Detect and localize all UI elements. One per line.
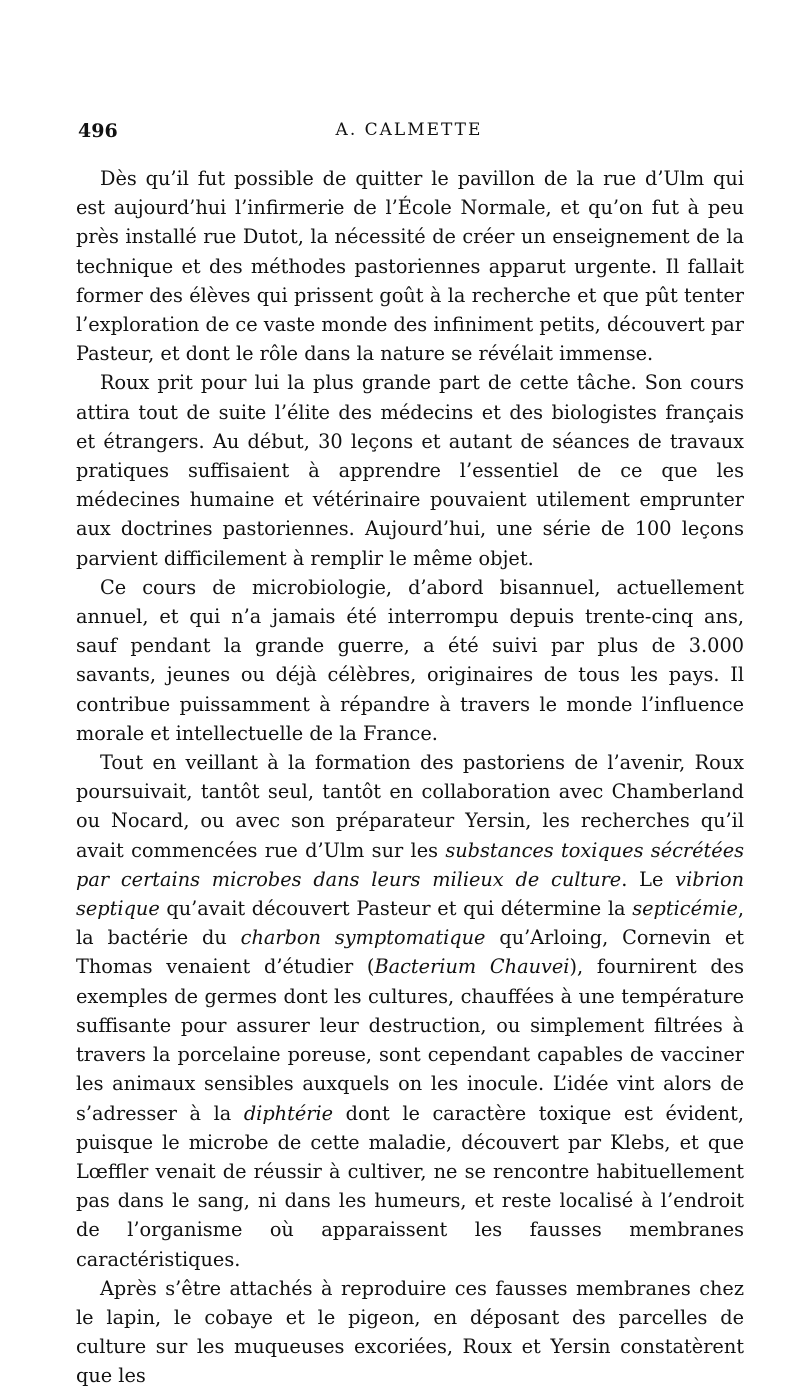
text-run: Ce cours de microbiologie, d’abord bisannuel, actuellement annuel, et qui n’a jamais été interrompu depuis trente-cinq ans, sauf pendant la grande guerre, a été suivi par plus de 3.000 savants, jeunes ou déjà célèbres, originaires de tous les pays. Il contribue puissamment à répandre à travers le monde l’influence morale et intellectuelle de la France. bbox=[76, 575, 744, 745]
italic-text: vibrion septique bbox=[76, 867, 744, 921]
text-run: qu’avait découvert Pasteur et qui détermine la bbox=[159, 897, 633, 921]
page-header bbox=[78, 120, 740, 150]
italic-text: charbon symptomatique bbox=[240, 926, 486, 950]
body-text bbox=[76, 164, 744, 1391]
text-run: Roux prit pour lui la plus grande part de cette tâche. Son cours attira tout de suite l’élite des médecins et des biologistes français et étrangers. Au début, 30 leçons et autant de séances de travaux pratiques suffisaient à apprendre l’essentiel de ce que les médecines humaine et vétérinaire pouvaient utilement emprunter aux doctrines pastoriennes. Aujourd’hui, une série de 100 leçons parvient difficilement à remplir le même objet. bbox=[76, 371, 744, 570]
italic-text: septicémie bbox=[632, 897, 738, 921]
text-run: qu’Arloing, Cornevin et Thomas venaient d’étudier ( bbox=[76, 926, 745, 979]
paragraph bbox=[76, 164, 744, 368]
paragraph bbox=[76, 748, 744, 1274]
text-run: Dès qu’il fut possible de quitter le pavillon de la rue d’Ulm qui est aujourd’hui l’infirmerie de l’École Normale, et qu’on fut à peu près installé rue Dutot, la nécessité de créer un enseignement de la technique et des méthodes pastoriennes apparut urgente. Il fallait former des élèves qui prissent goût à la recherche et que pût tenter l’exploration de ce vaste monde des infiniment petits, découvert par Pasteur, et dont le rôle dans la nature se révélait immense. bbox=[76, 167, 744, 366]
italic-text: diphtérie bbox=[243, 1101, 334, 1125]
text-run: dont le caractère toxique est évident, puisque le microbe de cette maladie, découvert par Klebs, et que Lœffler venait de réussir à cultiver, ne se rencontre habituellement pas dans le sang, ni dans les humeurs, et reste localisé à l’endroit de l’organisme où apparaissent les fausses membranes caractéristiques. bbox=[76, 1101, 745, 1271]
paragraph bbox=[76, 368, 744, 572]
text-run: Après s’être attachés à reproduire ces fausses membranes chez le lapin, le cobaye et le pigeon, en déposant des parcelles de culture sur les muqueuses excoriées, Roux et Yersin constatèrent que les bbox=[76, 1276, 744, 1388]
page-number: 496 bbox=[78, 120, 118, 142]
running-head: A. CALMETTE bbox=[335, 120, 483, 140]
text-run: Tout en veillant à la formation des pastoriens de l’avenir, Roux poursuivait, tantôt seul, tantôt en collaboration avec Chamberland ou Nocard, ou avec son préparateur Yersin, les recherches qu’il avait commencées rue d’Ulm sur les bbox=[76, 751, 744, 862]
text-run: ), fournirent des exemples de germes dont les cultures, chauffées à une température suffisante pour assurer leur destruction, ou simplement filtrées à travers la porcelaine poreuse, sont cependant capables de vacciner les animaux sensibles auxquels on les inocule. L’idée vint alors de s’adresser à la bbox=[76, 955, 744, 1125]
italic-text: Bacterium Chauvei bbox=[374, 955, 570, 979]
italic-text: substances toxiques sécrétées par certains microbes dans leurs milieux de culture bbox=[76, 838, 745, 891]
text-run: . Le bbox=[621, 867, 676, 891]
paragraph bbox=[76, 1274, 744, 1391]
paragraph bbox=[76, 573, 744, 748]
text-run: , la bactérie du bbox=[76, 897, 744, 950]
